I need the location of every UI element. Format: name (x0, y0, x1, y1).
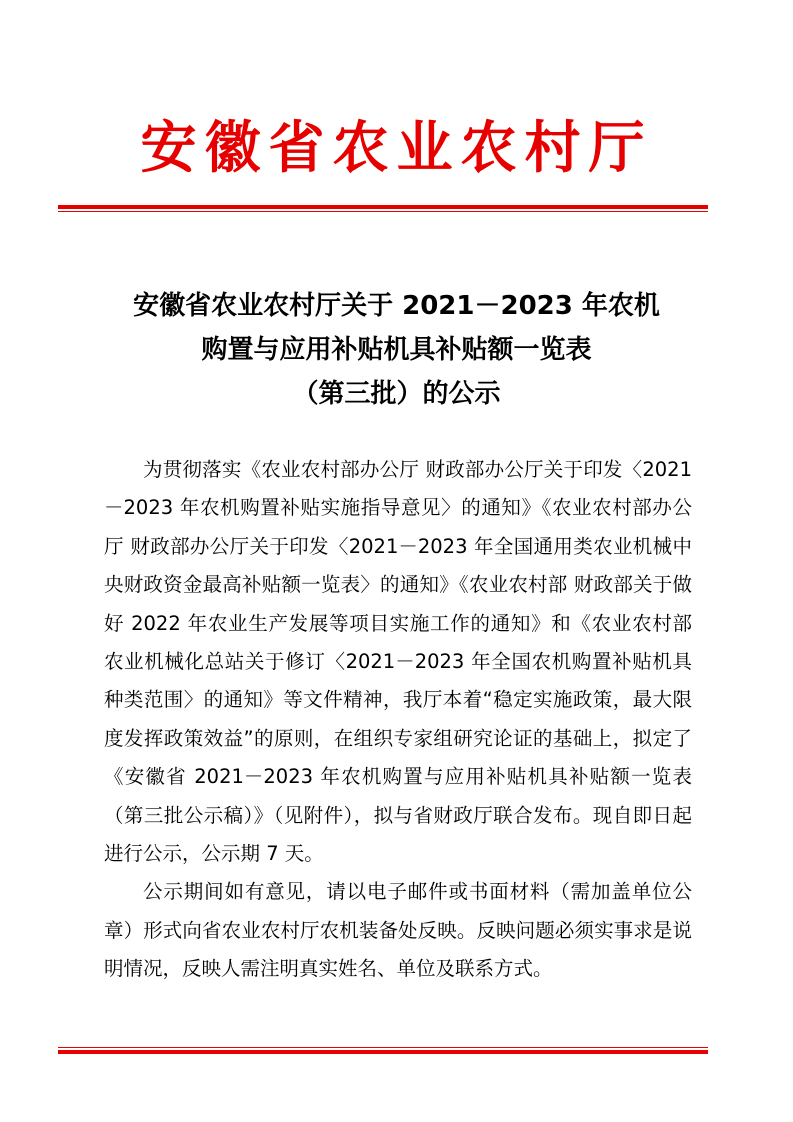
document-body (104, 451, 692, 989)
document-title (60, 284, 733, 416)
footer-divider (58, 1047, 708, 1054)
divider-thick-line (58, 205, 708, 209)
title-line-1: 安徽省农业农村厅关于 2021－2023 年农机 (133, 291, 660, 321)
title-line-3: （第三批）的公示 (292, 379, 501, 409)
divider-thick-line (58, 1050, 708, 1054)
letterhead-org-name: 安徽省农业农村厅 (140, 115, 653, 181)
letterhead-divider (58, 205, 708, 212)
body-paragraph-2: 公示期间如有意见，请以电子邮件或书面材料（需加盖单位公章）形式向省农业农村厅农机装备处反映。反映问题必须实事求是说明情况，反映人需注明真实姓名、单位及联系方式。 (104, 880, 692, 981)
title-line-2: 购置与应用补贴机具补贴额一览表 (201, 335, 592, 365)
body-paragraph-1: 为贯彻落实《农业农村部办公厅 财政部办公厅关于印发〈2021－2023 年农机购置补贴实施指导意见〉的通知》《农业农村部办公厅 财政部办公厅关于印发〈2021－2023 年全国通用类农业机械中央财政资金最高补贴额一览表〉的通知》《农业农村部 财政部关于做好 2022 年农业生产发展等项目实施工作的通知》和《农业农村部农业机械化总站关于修订〈2021－2023 年全国农机购置补贴机具种类范围〉的通知》等文件精神，我厅本着“稳定实施政策，最大限度发挥政策效益”的原则，在组织专家组研究论证的基础上，拟定了《安徽省 2021－2023 年农机购置与应用补贴机具补贴额一览表（第三批公示稿）》（见附件），拟与省财政厅联合发布。现自即日起进行公示，公示期 7 天。 (104, 458, 692, 866)
divider-thin-line (58, 211, 708, 212)
divider-thin-line (58, 1047, 708, 1048)
